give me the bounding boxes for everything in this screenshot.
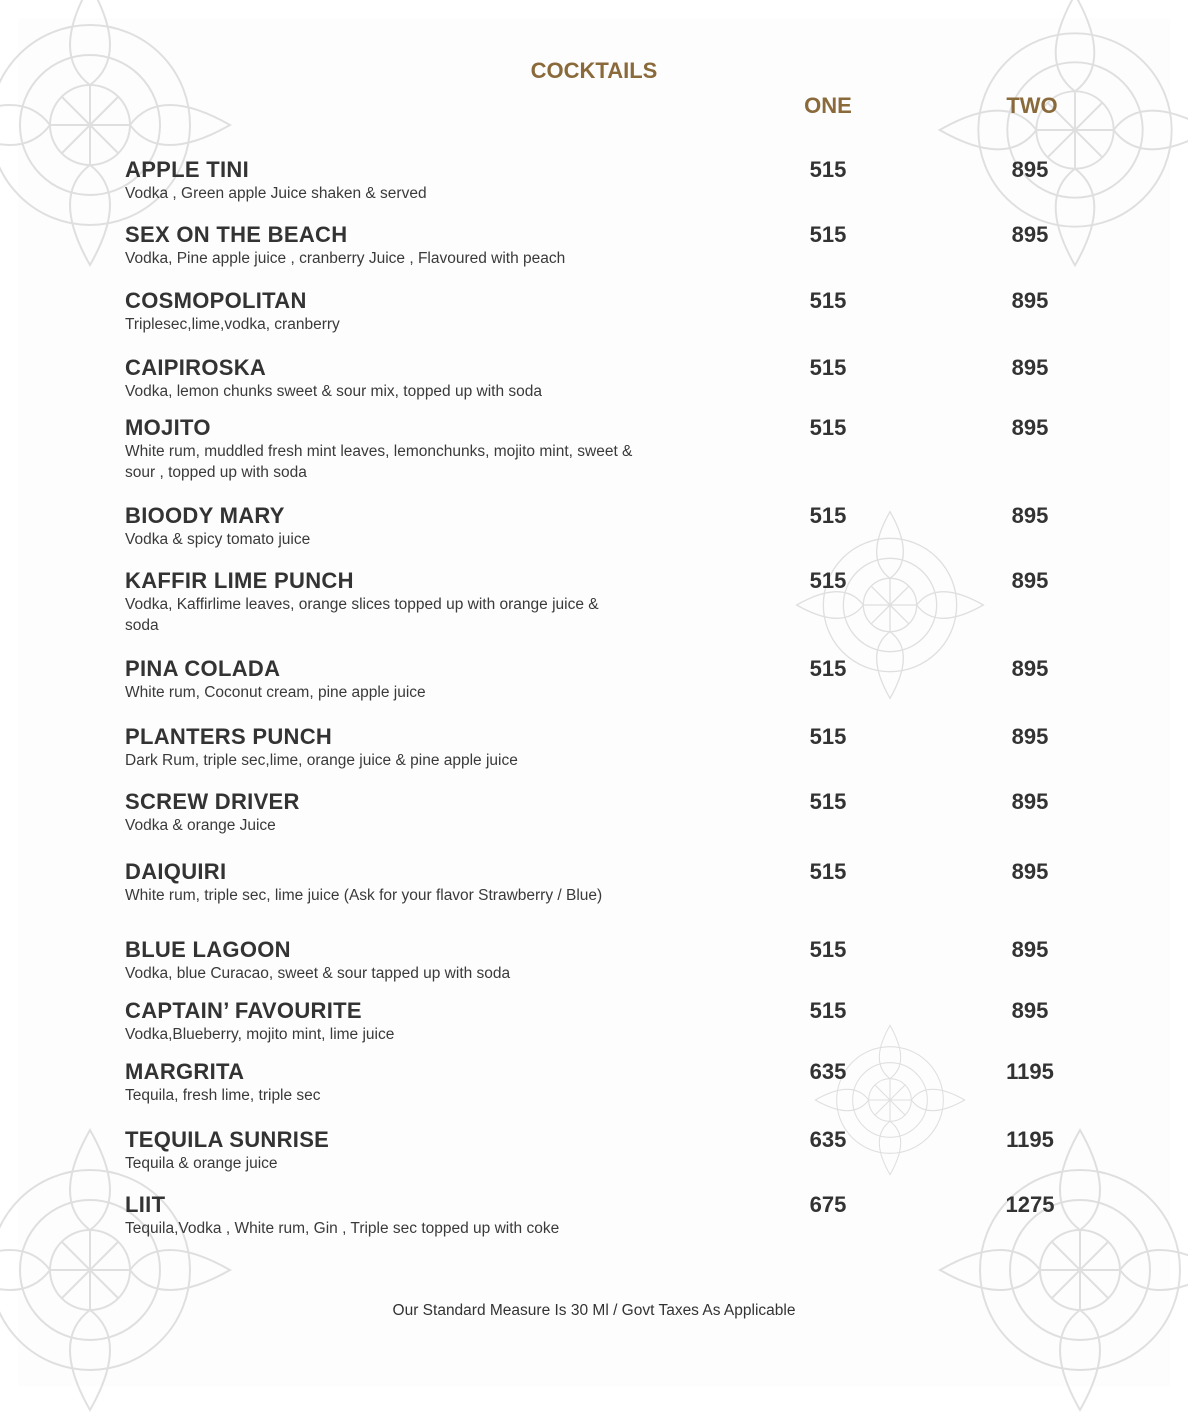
item-price-two: 895 <box>1011 859 1049 884</box>
item-price-one: 515 <box>809 157 847 182</box>
menu-item <box>125 355 1065 402</box>
menu-item <box>125 222 1065 269</box>
footer-note: Our Standard Measure Is 30 Ml / Govt Taxes As Applicable <box>392 1302 796 1319</box>
item-price-one: 515 <box>809 568 847 593</box>
item-price-one: 675 <box>809 1192 847 1217</box>
item-price-two: 895 <box>1011 568 1049 593</box>
item-description: Dark Rum, triple sec,lime, orange juice & pine apple juice <box>125 752 518 769</box>
item-name: TEQUILA SUNRISE <box>125 1127 330 1152</box>
item-price-one: 515 <box>809 859 847 884</box>
item-price-two: 1195 <box>1006 1127 1054 1152</box>
item-description: Tequila, fresh lime, triple sec <box>125 1087 321 1104</box>
item-price-one: 515 <box>809 222 847 247</box>
item-name: CAPTAIN’ FAVOURITE <box>125 998 362 1023</box>
item-price-two: 1275 <box>1005 1192 1055 1217</box>
item-price-one: 515 <box>809 789 847 814</box>
column-header-one: ONE <box>804 93 852 118</box>
menu-item <box>125 1059 1065 1106</box>
column-header-two: TWO <box>1006 93 1058 118</box>
item-description: Vodka , Green apple Juice shaken & served <box>125 185 427 202</box>
item-price-two: 895 <box>1011 789 1049 814</box>
item-price-two: 895 <box>1011 222 1049 247</box>
item-price-one: 515 <box>809 937 847 962</box>
item-name: CAIPIROSKA <box>125 355 267 380</box>
item-description: Vodka, lemon chunks sweet & sour mix, topped up with soda <box>125 383 543 400</box>
item-price-one: 515 <box>809 355 847 380</box>
item-price-two: 895 <box>1011 998 1049 1023</box>
menu-item <box>125 1192 1065 1239</box>
item-price-two: 895 <box>1011 157 1049 182</box>
item-price-two: 895 <box>1011 288 1049 313</box>
item-price-one: 635 <box>809 1059 847 1084</box>
menu-item <box>125 288 1065 335</box>
item-price-one: 515 <box>809 288 847 313</box>
item-name: DAIQUIRI <box>125 859 227 884</box>
item-name: BIOODY MARY <box>125 503 285 528</box>
item-price-one: 515 <box>809 503 847 528</box>
item-price-two: 895 <box>1011 724 1049 749</box>
item-description: White rum, triple sec, lime juice (Ask for your flavor Strawberry / Blue) <box>125 887 603 904</box>
item-name: PLANTERS PUNCH <box>125 724 333 749</box>
item-description: White rum, muddled fresh mint leaves, lemonchunks, mojito mint, sweet & sour , topped up with soda <box>125 443 633 481</box>
item-price-two: 895 <box>1011 415 1049 440</box>
menu-item <box>125 789 1065 836</box>
item-description: Tequila & orange juice <box>125 1155 278 1172</box>
menu-item <box>125 937 1065 984</box>
item-price-one: 515 <box>809 724 847 749</box>
menu-item <box>125 1127 1065 1174</box>
item-price-one: 515 <box>809 998 847 1023</box>
item-name: SEX ON THE BEACH <box>125 222 348 247</box>
menu-item <box>125 157 1065 204</box>
item-name: COSMOPOLITAN <box>125 288 307 313</box>
item-description: Vodka,Blueberry, mojito mint, lime juice <box>125 1026 395 1043</box>
menu-item <box>125 415 1065 483</box>
menu-item <box>125 503 1065 550</box>
item-price-one: 635 <box>809 1127 847 1152</box>
menu-item <box>125 724 1065 771</box>
menu-title: COCKTAILS <box>530 58 658 83</box>
item-name: BLUE LAGOON <box>125 937 291 962</box>
item-price-one: 515 <box>809 656 847 681</box>
item-description: Triplesec,lime,vodka, cranberry <box>125 316 340 333</box>
item-description: Vodka, blue Curacao, sweet & sour tapped up with soda <box>125 965 511 982</box>
item-description: Vodka, Pine apple juice , cranberry Juice , Flavoured with peach <box>125 250 566 267</box>
item-price-two: 1195 <box>1006 1059 1054 1084</box>
item-description: Tequila,Vodka , White rum, Gin , Triple sec topped up with coke <box>125 1220 560 1237</box>
item-name: APPLE TINI <box>125 157 250 182</box>
item-name: MOJITO <box>125 415 211 440</box>
item-name: PINA COLADA <box>125 656 281 681</box>
item-price-two: 895 <box>1011 355 1049 380</box>
item-price-two: 895 <box>1011 937 1049 962</box>
item-description: Vodka, Kaffirlime leaves, orange slices topped up with orange juice & soda <box>125 596 599 634</box>
menu-item <box>125 998 1065 1045</box>
item-price-one: 515 <box>809 415 847 440</box>
item-description: White rum, Coconut cream, pine apple juice <box>125 684 426 701</box>
item-price-two: 895 <box>1011 503 1049 528</box>
menu-item <box>125 656 1065 703</box>
item-name: KAFFIR LIME PUNCH <box>125 568 354 593</box>
menu-item <box>125 568 1065 636</box>
item-description: Vodka & orange Juice <box>125 817 276 834</box>
item-description: Vodka & spicy tomato juice <box>125 531 311 548</box>
item-name: MARGRITA <box>125 1059 245 1084</box>
item-name: LIIT <box>125 1192 166 1217</box>
menu-item <box>125 859 1065 906</box>
item-name: SCREW DRIVER <box>125 789 300 814</box>
item-price-two: 895 <box>1011 656 1049 681</box>
